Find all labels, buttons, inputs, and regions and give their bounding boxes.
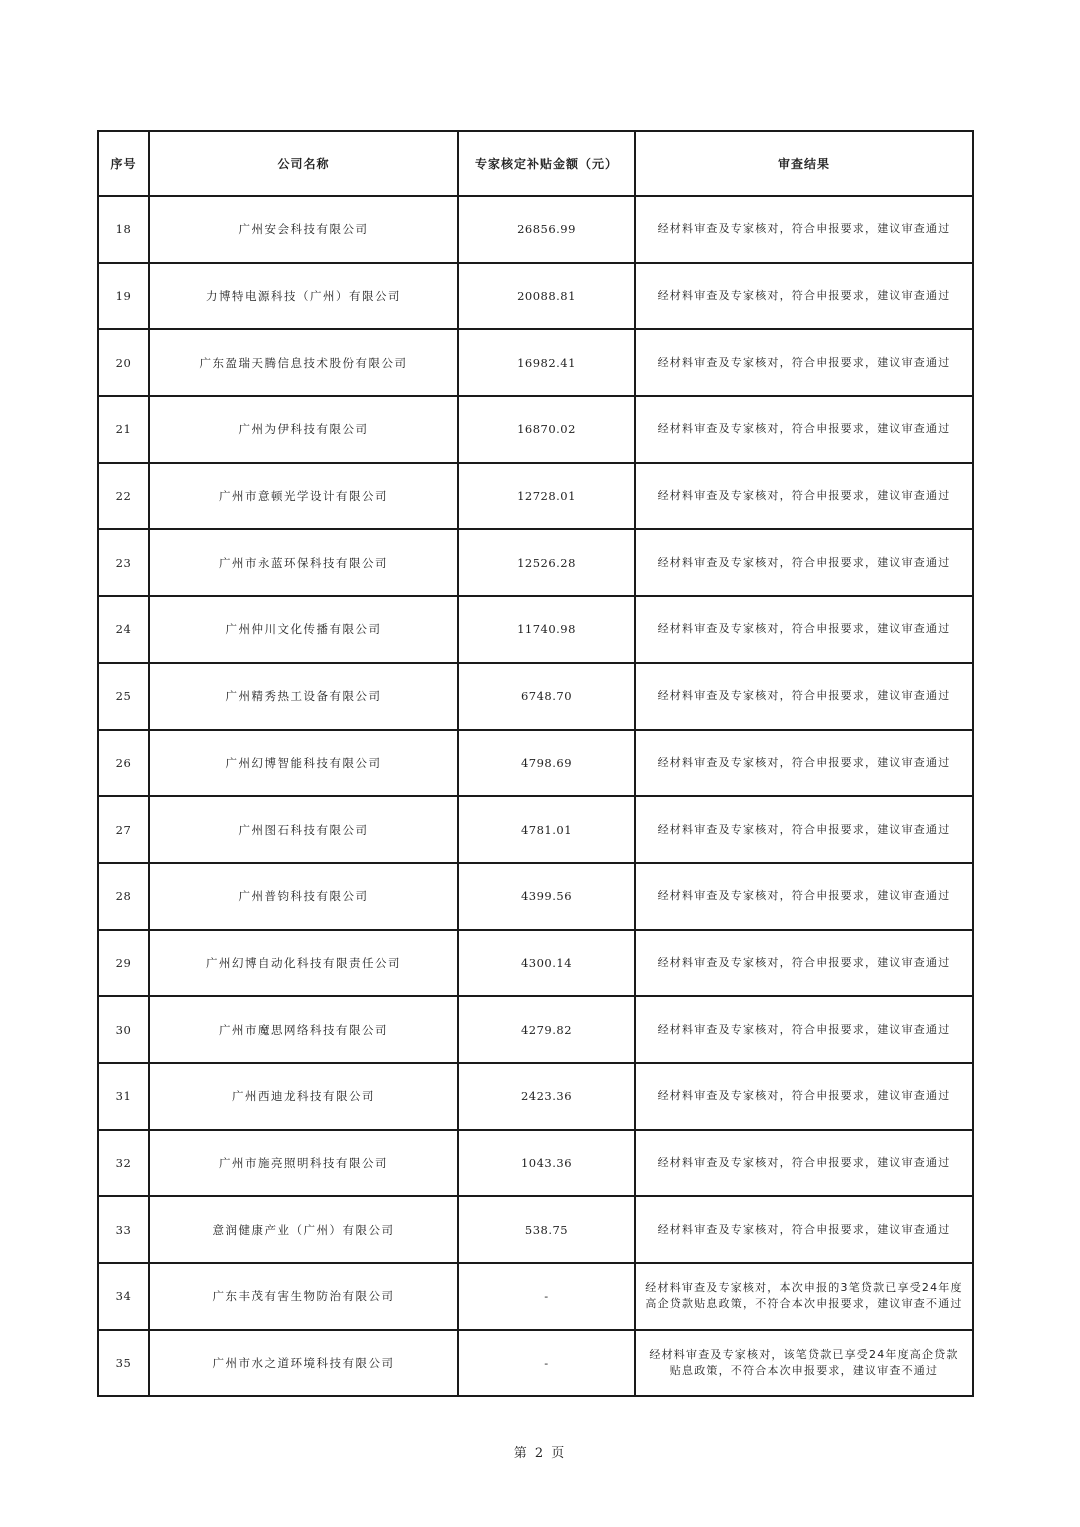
serial-number-cell: 28 <box>98 863 149 930</box>
table-row <box>98 329 973 396</box>
review-result-cell: 经材料审查及专家核对，符合申报要求，建议审查通过 <box>635 1063 973 1130</box>
serial-number-cell: 25 <box>98 663 149 730</box>
serial-number-cell: 27 <box>98 796 149 863</box>
subsidy-amount-cell: 16870.02 <box>458 396 635 463</box>
subsidy-amount-cell: 6748.70 <box>458 663 635 730</box>
company-name-cell: 广州为伊科技有限公司 <box>149 396 458 463</box>
table-row <box>98 930 973 997</box>
subsidy-amount-cell: 4798.69 <box>458 730 635 797</box>
table-row <box>98 396 973 463</box>
serial-number-cell: 23 <box>98 529 149 596</box>
serial-number-cell: 34 <box>98 1263 149 1330</box>
review-result-cell: 经材料审查及专家核对，符合申报要求，建议审查通过 <box>635 596 973 663</box>
table-row <box>98 529 973 596</box>
review-result-cell: 经材料审查及专家核对，符合申报要求，建议审查通过 <box>635 329 973 396</box>
company-name-cell: 广州西迪龙科技有限公司 <box>149 1063 458 1130</box>
subsidy-amount-cell: - <box>458 1330 635 1397</box>
company-name-cell: 广州安会科技有限公司 <box>149 196 458 263</box>
company-name-cell: 意润健康产业（广州）有限公司 <box>149 1196 458 1263</box>
company-name-cell: 广州市施亮照明科技有限公司 <box>149 1130 458 1197</box>
header-company-name: 公司名称 <box>149 131 458 196</box>
serial-number-cell: 29 <box>98 930 149 997</box>
table-row <box>98 263 973 330</box>
review-result-cell: 经材料审查及专家核对，符合申报要求，建议审查通过 <box>635 1130 973 1197</box>
table-row <box>98 663 973 730</box>
header-subsidy-amount: 专家核定补贴金额（元） <box>458 131 635 196</box>
table-row <box>98 796 973 863</box>
table-row <box>98 196 973 263</box>
subsidy-amount-cell: 4300.14 <box>458 930 635 997</box>
table-row <box>98 1130 973 1197</box>
review-result-cell: 经材料审查及专家核对，符合申报要求，建议审查通过 <box>635 263 973 330</box>
serial-number-cell: 21 <box>98 396 149 463</box>
review-result-cell: 经材料审查及专家核对，符合申报要求，建议审查通过 <box>635 730 973 797</box>
review-result-cell: 经材料审查及专家核对，符合申报要求，建议审查通过 <box>635 1196 973 1263</box>
review-result-cell: 经材料审查及专家核对，符合申报要求，建议审查通过 <box>635 663 973 730</box>
subsidy-amount-cell: 4279.82 <box>458 996 635 1063</box>
serial-number-cell: 33 <box>98 1196 149 1263</box>
page-number: 第 2 页 <box>513 1446 567 1461</box>
serial-number-cell: 22 <box>98 463 149 530</box>
company-name-cell: 广州图石科技有限公司 <box>149 796 458 863</box>
table-row <box>98 1330 973 1397</box>
subsidy-amount-cell: 1043.36 <box>458 1130 635 1197</box>
table-row <box>98 596 973 663</box>
company-name-cell: 广州市水之道环境科技有限公司 <box>149 1330 458 1397</box>
company-name-cell: 广州精秀热工设备有限公司 <box>149 663 458 730</box>
subsidy-amount-cell: 11740.98 <box>458 596 635 663</box>
subsidy-amount-cell: 12526.28 <box>458 529 635 596</box>
company-name-cell: 力博特电源科技（广州）有限公司 <box>149 263 458 330</box>
company-name-cell: 广州市永蓝环保科技有限公司 <box>149 529 458 596</box>
table-row <box>98 1196 973 1263</box>
company-name-cell: 广州仲川文化传播有限公司 <box>149 596 458 663</box>
serial-number-cell: 18 <box>98 196 149 263</box>
review-result-cell: 经材料审查及专家核对，该笔贷款已享受24年度高企贷款贴息政策，不符合本次申报要求，建议审查不通过 <box>635 1330 973 1397</box>
subsidy-amount-cell: 26856.99 <box>458 196 635 263</box>
subsidy-amount-cell: 20088.81 <box>458 263 635 330</box>
header-serial-number: 序号 <box>98 131 149 196</box>
review-result-cell: 经材料审查及专家核对，符合申报要求，建议审查通过 <box>635 930 973 997</box>
review-result-cell: 经材料审查及专家核对，符合申报要求，建议审查通过 <box>635 529 973 596</box>
subsidy-amount-cell: 12728.01 <box>458 463 635 530</box>
subsidy-amount-cell: 16982.41 <box>458 329 635 396</box>
company-name-cell: 广州普钧科技有限公司 <box>149 863 458 930</box>
subsidy-amount-cell: 2423.36 <box>458 1063 635 1130</box>
table-body <box>98 196 973 1396</box>
table-row <box>98 996 973 1063</box>
subsidy-amount-cell: 538.75 <box>458 1196 635 1263</box>
company-name-cell: 广州市意顿光学设计有限公司 <box>149 463 458 530</box>
serial-number-cell: 24 <box>98 596 149 663</box>
serial-number-cell: 32 <box>98 1130 149 1197</box>
review-result-cell: 经材料审查及专家核对，符合申报要求，建议审查通过 <box>635 396 973 463</box>
company-name-cell: 广东盈瑞天腾信息技术股份有限公司 <box>149 329 458 396</box>
serial-number-cell: 31 <box>98 1063 149 1130</box>
table-row <box>98 1063 973 1130</box>
review-result-cell: 经材料审查及专家核对，符合申报要求，建议审查通过 <box>635 863 973 930</box>
table-row <box>98 1263 973 1330</box>
company-name-cell: 广东丰茂有害生物防治有限公司 <box>149 1263 458 1330</box>
serial-number-cell: 19 <box>98 263 149 330</box>
table-row <box>98 863 973 930</box>
table-row <box>98 730 973 797</box>
review-result-cell: 经材料审查及专家核对，本次申报的3笔贷款已享受24年度高企贷款贴息政策，不符合本次申报要求，建议审查不通过 <box>635 1263 973 1330</box>
subsidy-amount-cell: 4781.01 <box>458 796 635 863</box>
header-review-result: 审查结果 <box>635 131 973 196</box>
table-row <box>98 463 973 530</box>
review-result-cell: 经材料审查及专家核对，符合申报要求，建议审查通过 <box>635 996 973 1063</box>
company-name-cell: 广州幻博智能科技有限公司 <box>149 730 458 797</box>
table-header-row <box>98 131 973 196</box>
company-name-cell: 广州市魔思网络科技有限公司 <box>149 996 458 1063</box>
subsidy-review-table <box>97 130 974 1397</box>
review-result-cell: 经材料审查及专家核对，符合申报要求，建议审查通过 <box>635 196 973 263</box>
serial-number-cell: 35 <box>98 1330 149 1397</box>
review-result-cell: 经材料审查及专家核对，符合申报要求，建议审查通过 <box>635 463 973 530</box>
subsidy-amount-cell: - <box>458 1263 635 1330</box>
company-name-cell: 广州幻博自动化科技有限责任公司 <box>149 930 458 997</box>
serial-number-cell: 20 <box>98 329 149 396</box>
subsidy-amount-cell: 4399.56 <box>458 863 635 930</box>
review-result-cell: 经材料审查及专家核对，符合申报要求，建议审查通过 <box>635 796 973 863</box>
serial-number-cell: 26 <box>98 730 149 797</box>
serial-number-cell: 30 <box>98 996 149 1063</box>
